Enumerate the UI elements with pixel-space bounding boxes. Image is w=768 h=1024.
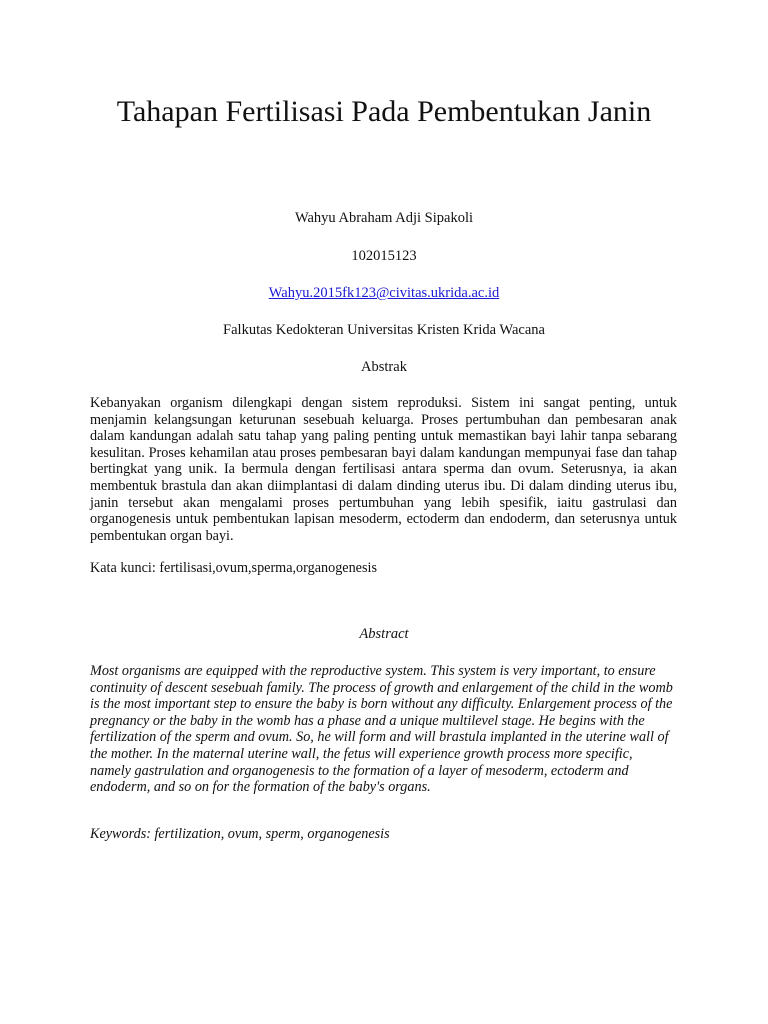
document-title: Tahapan Fertilisasi Pada Pembentukan Janin bbox=[116, 95, 652, 128]
abstract-heading: Abstract bbox=[359, 626, 409, 642]
author-name: Wahyu Abraham Adji Sipakoli bbox=[294, 210, 474, 226]
email-link[interactable]: Wahyu.2015fk123@civitas.ukrida.ac.id bbox=[268, 285, 500, 301]
student-id: 102015123 bbox=[351, 248, 417, 264]
abstrak-keywords: Kata kunci: fertilisasi,ovum,sperma,organogenesis bbox=[90, 560, 377, 576]
abstrak-heading: Abstrak bbox=[361, 359, 407, 375]
abstract-body: Most organisms are equipped with the reproductive system. This system is very important, to ensure continuity of descent sesebuah family. The process of growth and enlargement of the child in the womb is the most important step to ensure the baby is born without any difficulty. Enlargement process of the pregnancy or the baby in the womb has a phase and a unique multilevel stage. He begins with the fertilization of the sperm and ovum. So, he will form and will brastula implanted in the uterine wall of the mother. In the maternal uterine wall, the fetus will experience growth process more specific, namely gastrulation and organogenesis to the formation of a layer of mesoderm, ectoderm and endoderm, and so on for the formation of the baby's organs. bbox=[90, 663, 673, 796]
abstract-keywords: Keywords: fertilization, ovum, sperm, organogenesis bbox=[90, 826, 390, 842]
faculty-name: Falkutas Kedokteran Universitas Kristen Krida Wacana bbox=[223, 322, 545, 338]
abstrak-body: Kebanyakan organism dilengkapi dengan sistem reproduksi. Sistem ini sangat penting, untuk menjamin kelangsungan keturunan sesebuah keluarga. Proses pertumbuhan dan pembesaran anak dalam kandungan adalah satu tahap yang paling penting untuk memastikan bayi lahir tanpa sebarang kesulitan. Proses kehamilan atau proses pembesaran bayi dalam kandungan mempunyai fase dan tahap bertingkat yang unik. Ia bermula dengan fertilisasi antara sperma dan ovum. Seterusnya, ia akan membentuk brastula dan akan diimplantasi di dalam dinding uterus ibu. Di dalam dinding uterus ibu, janin tersebut akan mengalami proses pertumbuhan yang lebih spesifik, iaitu gastrulasi dan organogenesis untuk pembentukan lapisan mesoderm, ectoderm dan endoderm, dan seterusnya untuk pembentukan organ bayi. bbox=[90, 395, 677, 544]
email-line bbox=[90, 284, 678, 302]
